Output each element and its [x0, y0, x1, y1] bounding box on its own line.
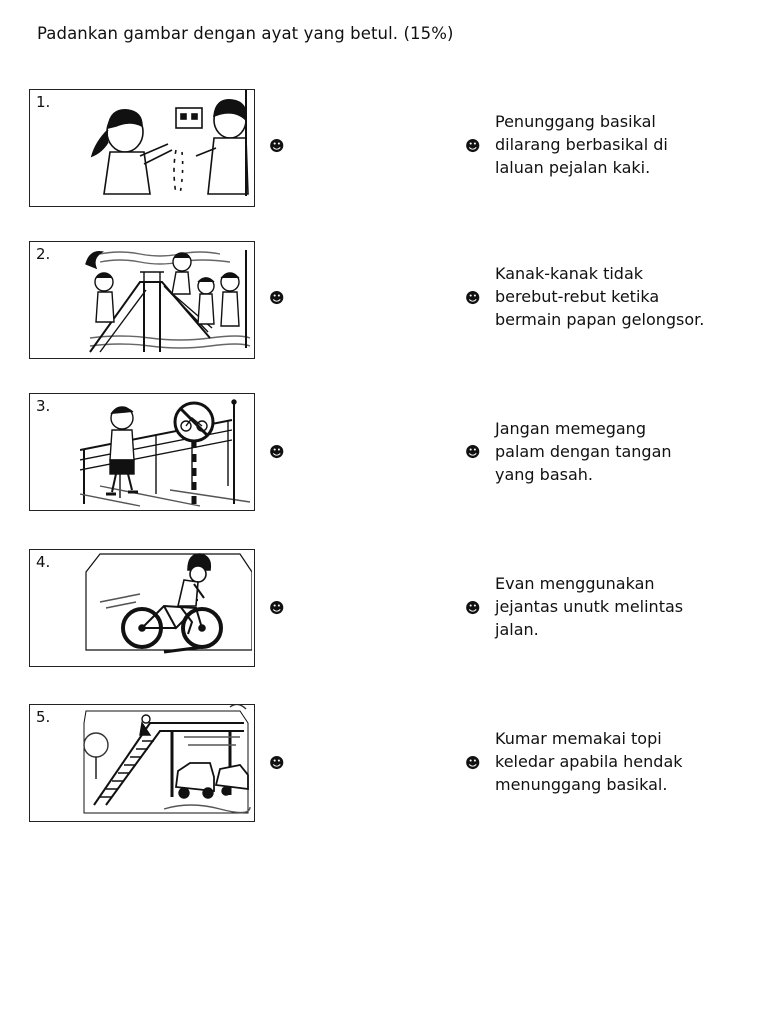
match-dot-picture-1[interactable]: ☻: [269, 137, 285, 155]
sentence-2: [495, 262, 704, 331]
picture-box-3: [29, 393, 255, 511]
sentence-line: menunggang basikal.: [495, 775, 668, 794]
picture-box-2: [29, 241, 255, 359]
sentence-line: laluan pejalan kaki.: [495, 158, 651, 177]
picture-box-4: [29, 549, 255, 667]
instruction-title: Padankan gambar dengan ayat yang betul. (15%): [37, 24, 454, 43]
match-dot-sentence-1[interactable]: ☻: [465, 137, 481, 155]
sentence-1: [495, 110, 668, 179]
picture-box-1: [29, 89, 255, 207]
match-dot-sentence-2[interactable]: ☻: [465, 289, 481, 307]
sentence-line: Jangan memegang: [495, 419, 646, 438]
sentence-3: [495, 417, 672, 486]
match-dot-sentence-3[interactable]: ☻: [465, 443, 481, 461]
match-dot-picture-4[interactable]: ☻: [269, 599, 285, 617]
sentence-line: berebut-rebut ketika: [495, 287, 660, 306]
sentence-line: Kumar memakai topi: [495, 729, 662, 748]
sentence-line: Penunggang basikal: [495, 112, 656, 131]
sentence-line: Evan menggunakan: [495, 574, 655, 593]
picture-number: 4.: [36, 553, 51, 571]
picture-number: 1.: [36, 93, 51, 111]
boy-walking-near-no-bicycle-sign-icon: [80, 394, 252, 510]
children-touching-switch-with-wet-hands-icon: [80, 90, 252, 206]
sentence-line: jalan.: [495, 620, 539, 639]
picture-box-5: [29, 704, 255, 822]
sentence-line: palam dengan tangan: [495, 442, 672, 461]
boy-cycling-with-helmet-icon: [80, 550, 252, 666]
sentence-line: dilarang berbasikal di: [495, 135, 668, 154]
match-dot-picture-3[interactable]: ☻: [269, 443, 285, 461]
match-dot-picture-2[interactable]: ☻: [269, 289, 285, 307]
sentence-line: Kanak-kanak tidak: [495, 264, 644, 283]
sentence-line: bermain papan gelongsor.: [495, 310, 705, 329]
picture-number: 3.: [36, 397, 51, 415]
match-dot-sentence-5[interactable]: ☻: [465, 754, 481, 772]
match-dot-sentence-4[interactable]: ☻: [465, 599, 481, 617]
overhead-pedestrian-bridge-icon: [80, 705, 252, 821]
sentence-line: jejantas unutk melintas: [495, 597, 684, 616]
sentence-4: [495, 572, 683, 641]
picture-number: 2.: [36, 245, 51, 263]
sentence-line: keledar apabila hendak: [495, 752, 683, 771]
sentence-line: yang basah.: [495, 465, 593, 484]
match-dot-picture-5[interactable]: ☻: [269, 754, 285, 772]
sentence-5: [495, 727, 683, 796]
children-queuing-at-slide-icon: [80, 242, 252, 358]
picture-number: 5.: [36, 708, 51, 726]
